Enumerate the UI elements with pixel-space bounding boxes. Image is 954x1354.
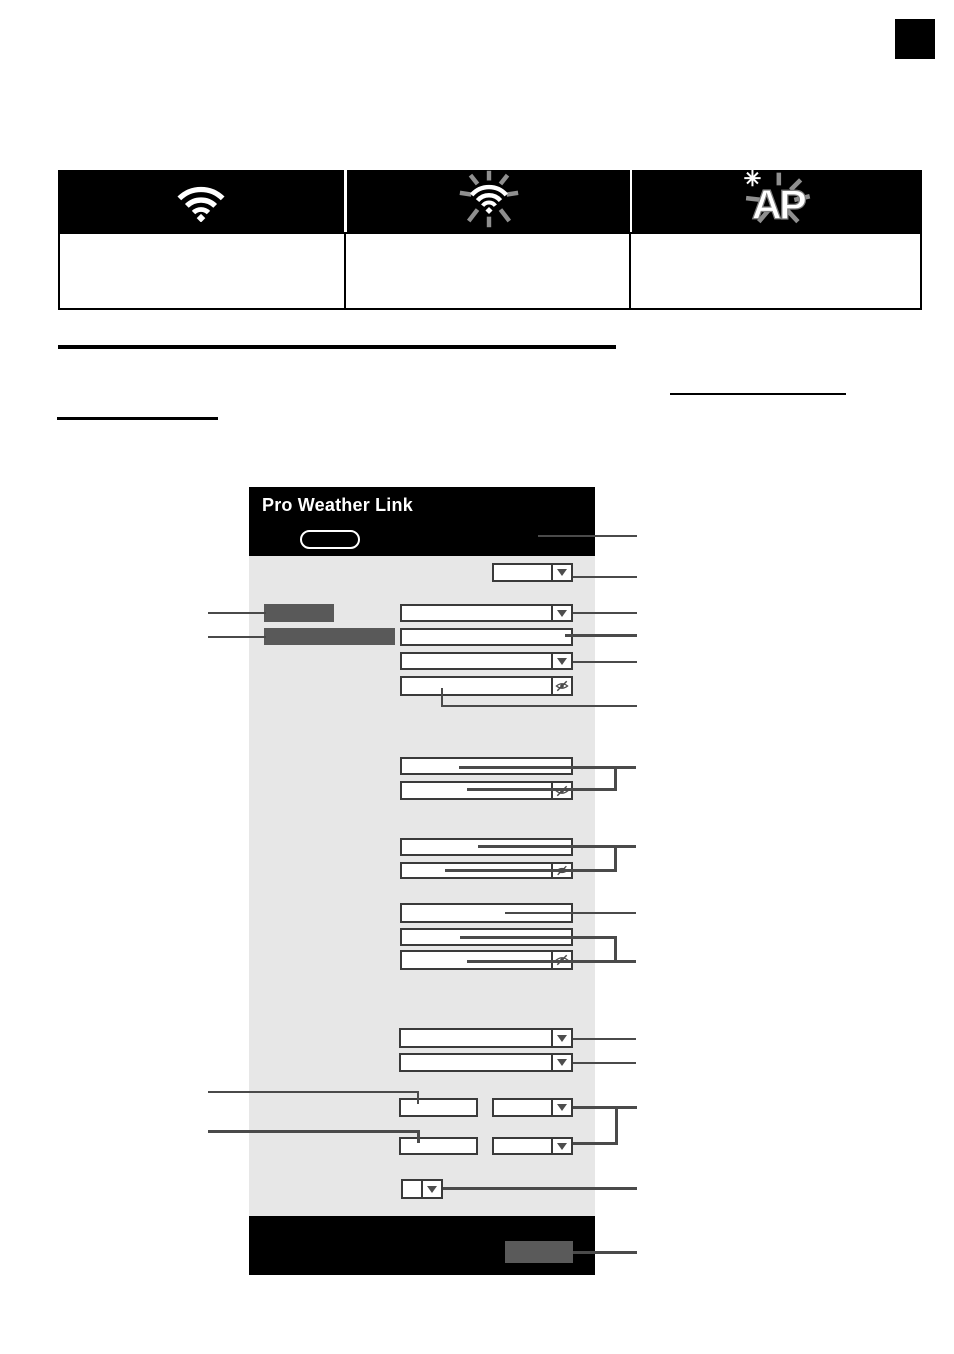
dropdown-arrow-icon (551, 606, 571, 620)
password-input-d[interactable] (400, 676, 573, 696)
callout-line (615, 1106, 618, 1145)
callout-line (478, 845, 636, 848)
top-dropdown[interactable] (492, 563, 573, 582)
field-label-chip-1 (264, 604, 334, 622)
wifi-icon (170, 176, 232, 227)
callout-line (573, 661, 637, 663)
eye-slash-icon[interactable] (551, 678, 571, 694)
table-body-row (58, 232, 922, 310)
callout-line (614, 845, 617, 872)
header-pill-button[interactable] (300, 530, 360, 549)
dropdown-arrow-icon (421, 1181, 441, 1197)
dropdown-arrow-icon (551, 1055, 571, 1070)
dropdown-arrow-icon (551, 1139, 571, 1153)
callout-line (441, 705, 637, 707)
table-cell (631, 234, 920, 308)
callout-line (460, 936, 617, 939)
panel-title: Pro Weather Link (262, 495, 413, 515)
chapter-corner-tab (895, 19, 935, 59)
callout-line (467, 788, 617, 791)
callout-line (614, 936, 617, 963)
dropdown-arrow-icon (551, 654, 571, 668)
dropdown-arrow-icon (551, 1100, 571, 1115)
table-header-cell (632, 170, 922, 232)
dropdown-arrow-icon (551, 1030, 571, 1046)
dropdown-arrow-icon (551, 565, 571, 580)
callout-line (208, 612, 266, 614)
callout-line (505, 912, 636, 914)
text-input-i1[interactable] (399, 1098, 478, 1117)
callout-line (459, 766, 636, 769)
dropdown-c[interactable] (400, 652, 573, 670)
text-input-b[interactable] (400, 628, 573, 646)
panel-header (249, 487, 595, 556)
callout-line (417, 1091, 419, 1104)
callout-line (538, 535, 637, 537)
subsection-underline (57, 417, 218, 420)
table-header-cell (58, 170, 344, 232)
tiny-dropdown[interactable] (401, 1179, 443, 1199)
callout-line (208, 1130, 419, 1133)
callout-line (573, 1038, 636, 1040)
dropdown-a[interactable] (400, 604, 573, 622)
callout-line (417, 1130, 420, 1143)
text-input-i2[interactable] (399, 1137, 478, 1155)
wifi-blinking-icon (453, 169, 525, 234)
callout-line (573, 612, 637, 614)
dropdown-i1[interactable] (492, 1098, 573, 1117)
footer-action-button[interactable] (505, 1241, 573, 1263)
callout-line (573, 1062, 636, 1064)
callout-line (573, 1142, 618, 1145)
callout-line (573, 1251, 637, 1254)
callout-line (443, 1187, 637, 1190)
svg-text:AP: AP (751, 180, 805, 228)
inline-underline (670, 393, 846, 395)
callout-line (573, 1106, 637, 1109)
section-heading-rule (58, 345, 616, 349)
status-table (58, 170, 922, 310)
callout-line (208, 1091, 419, 1093)
panel-footer (249, 1216, 595, 1275)
callout-line (565, 634, 637, 637)
table-cell (60, 234, 346, 308)
dropdown-h2[interactable] (399, 1053, 573, 1072)
field-label-chip-2 (264, 628, 395, 645)
callout-line (208, 636, 266, 638)
callout-line (445, 869, 617, 872)
dropdown-h1[interactable] (399, 1028, 573, 1048)
dropdown-i2[interactable] (492, 1137, 573, 1155)
callout-line (467, 960, 636, 963)
ap-blinking-icon (735, 169, 819, 234)
callout-line (573, 576, 637, 578)
table-header-cell (347, 170, 630, 232)
table-cell (346, 234, 631, 308)
